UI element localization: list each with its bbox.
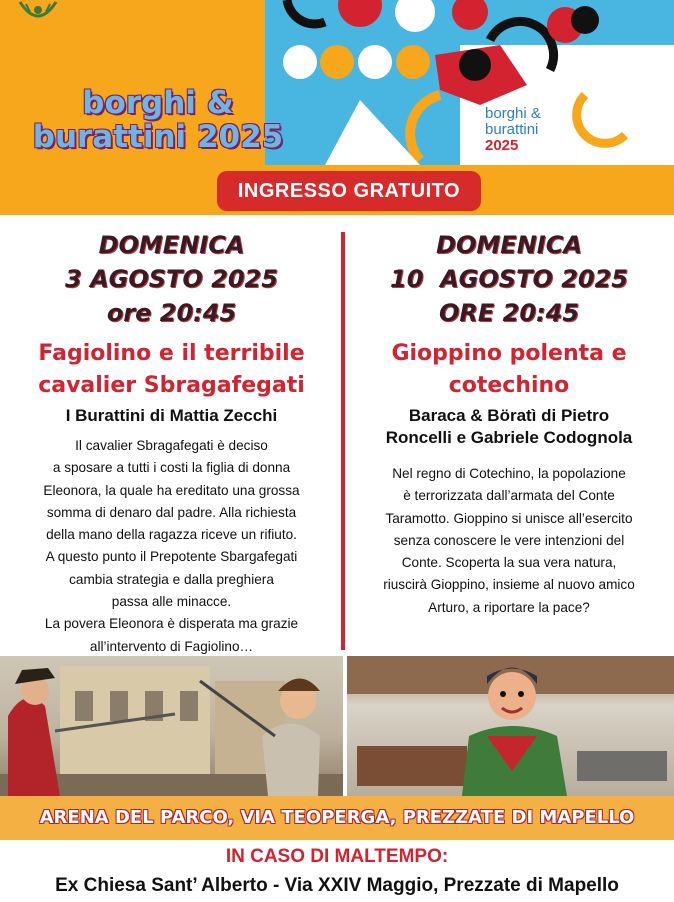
event-date: 3 AGOSTO 2025 <box>65 265 278 293</box>
event-description <box>8 435 335 658</box>
event-title <box>8 338 335 402</box>
venue-banner: ARENA DEL PARCO, VIA TEOPERGA, PREZZATE DI MAPELLO <box>0 796 674 840</box>
small-logo-year: 2025 <box>485 137 519 154</box>
description-line: riuscirà Gioppino, insieme al nuovo amico <box>383 577 635 593</box>
small-logo-line-2: burattini <box>485 121 539 138</box>
description-line: Nel regno di Cotechino, la popolazione <box>392 466 626 481</box>
description-line: La povera Eleonora è disperata ma grazie <box>44 616 299 632</box>
event-card-2 <box>348 228 670 619</box>
description-line: a sposare a tutti i costi la figlia di donna <box>52 460 291 476</box>
event-day: DOMENICA <box>436 231 582 259</box>
puppet-scene-image <box>347 656 674 796</box>
event-title-line-2: cotechino <box>448 373 570 398</box>
puppet-photo-fagiolino <box>0 656 343 796</box>
description-line: Conte. Scoperta la sua vera natura, <box>401 555 617 571</box>
decorative-pattern <box>265 0 674 165</box>
headline-line-2: burattini 2025 <box>32 119 284 155</box>
festival-small-logo <box>485 106 541 154</box>
description-line: cambia strategia e dalla preghiera <box>69 571 274 587</box>
event-card-1 <box>8 228 335 658</box>
event-time: ORE 20:45 <box>438 299 580 327</box>
event-description <box>348 463 670 619</box>
description-line: A questo punto il Prepotente Sbargafegati <box>45 549 298 565</box>
column-divider <box>341 232 345 650</box>
event-title-line-1: Gioppino polenta e <box>391 341 627 366</box>
festival-headline <box>8 86 308 154</box>
header-banner <box>0 0 674 215</box>
headline-line-1: borghi & <box>82 85 234 121</box>
description-line: della mano della ragazza riceve un rifiuto. <box>46 527 297 543</box>
event-time: ore 20:45 <box>106 299 237 327</box>
description-line: Il cavalier Sbragafegati è deciso <box>75 438 268 453</box>
event-company <box>348 405 670 449</box>
company-line-1: Baraca & Böratì di Pietro <box>408 406 610 425</box>
description-line: Taramotto. Gioppino si unisce all’esercito <box>385 510 633 526</box>
puppet-photo-gioppino <box>347 656 674 796</box>
event-title-line-2: cavalier Sbragafegati <box>38 373 305 398</box>
puppet-scene-image <box>0 656 343 796</box>
description-line: è terrorizzata dall’armata del Conte <box>403 488 615 504</box>
free-entry-badge: INGRESSO GRATUITO <box>217 171 481 211</box>
geometric-shapes-icon <box>265 0 674 165</box>
description-line: senza conoscere le vere intenzioni del <box>393 532 625 548</box>
event-company: I Burattini di Mattia Zecchi <box>65 406 278 425</box>
description-line: Eleonora, la quale ha ereditato una grossa <box>43 482 300 498</box>
bad-weather-address: Ex Chiesa Sant’ Alberto - Via XXIV Maggio, Prezzate di Mapello <box>55 875 619 896</box>
description-line: somma di denaro dal padre. Alla richiesta <box>46 504 297 520</box>
description-line: passa alle minacce. <box>111 594 232 610</box>
small-logo-line-1: borghi & <box>485 105 541 122</box>
description-line: Arturo, a riportare la pace? <box>428 599 590 615</box>
event-day: DOMENICA <box>98 231 245 259</box>
crest-logo-icon <box>16 0 60 28</box>
event-date: 10 AGOSTO 2025 <box>390 265 628 293</box>
company-line-2: Roncelli e Gabriele Codognola <box>385 428 633 447</box>
event-title <box>348 338 670 402</box>
description-line: all’intervento di Fagiolino… <box>89 638 254 654</box>
bad-weather-heading: IN CASO DI MALTEMPO: <box>225 846 449 867</box>
event-title-line-1: Fagiolino e il terribile <box>38 341 305 366</box>
